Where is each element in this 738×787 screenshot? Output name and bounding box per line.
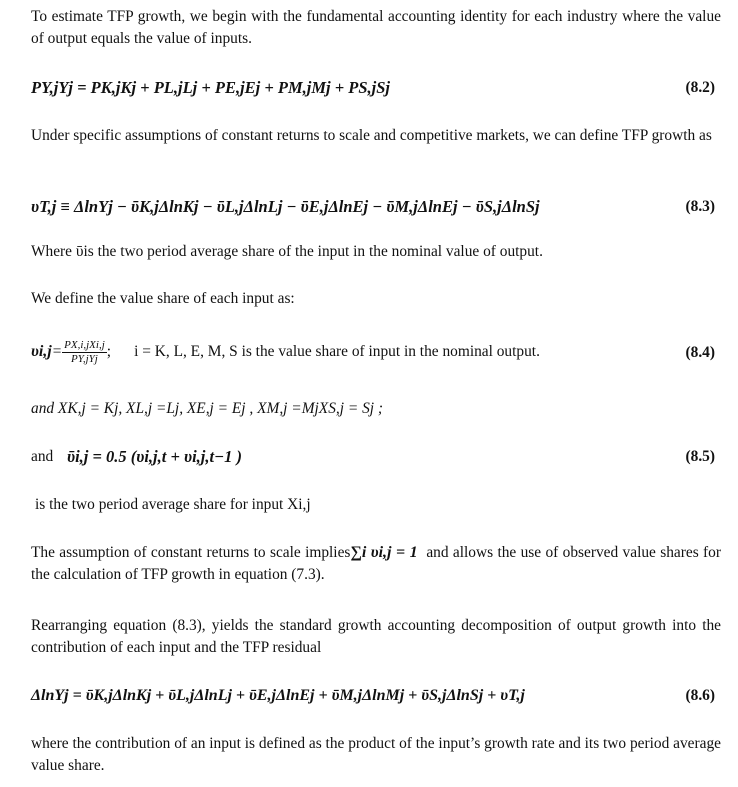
equation-8-4-lhs: υi,j [31,343,52,361]
equation-8-3-number: (8.3) [685,198,715,215]
paragraph-constant-returns-a: The assumption of constant returns to scale implies [31,544,351,561]
line-input-definitions: and XK,j = Kj, XL,j =Lj, XE,j = Ej , XM,j =MjXS,j = Sj ; [31,400,384,417]
paragraph-rearranging: Rearranging equation (8.3), yields the standard growth accounting decomposition of output growth into the contribution of each input and the TFP residual [31,617,721,656]
paragraph-tfp-definition: Under specific assumptions of constant returns to scale and competitive markets, we can define TFP growth as [31,127,712,144]
equation-8-5-prefix: and [31,448,54,465]
equation-8-4-text: ; i = K, L, E, M, S is the value share of input in the nominal output. [106,343,540,361]
equation-8-5-number: (8.5) [685,448,715,465]
equation-8-2 [31,76,721,100]
equation-8-2-number: (8.2) [685,79,715,96]
equation-8-6 [31,684,721,708]
equation-8-4: υi,j= $\frac{\text{PX,i,jXi,j}}{\text{PY,jYj}}$ ; i = K, L, E, M, S is the value share of input in the nominal output. (8.4) [31,339,715,365]
equation-8-3 [31,195,721,219]
equation-8-4-fraction [62,339,107,366]
equation-8-4-number: (8.4) [685,344,715,361]
paragraph-average-share: Where ῡis the two period average share of the input in the nominal value of output. [31,243,543,260]
equation-8-5 [31,445,721,469]
equation-8-2-math: PY,jYj = PK,jKj + PL,jLj + PE,jEj + PM,jMj + PS,jSj [31,78,391,97]
fraction-numerator: PX,i,jXi,j [64,339,105,351]
paragraph-intro: To estimate TFP growth, we begin with the fundamental accounting identity for each industry where the value of output equals the value of inputs. [31,8,721,47]
equation-8-3-math: υT,j ≡ ΔlnYj − ῡK,jΔlnKj − ῡL,jΔlnLj − ῡE,jΔlnEj − ῡM,jΔlnEj − ῡS,jΔlnSj [31,197,540,216]
fraction-denominator: PY,jYj [71,353,98,365]
paragraph-contribution: where the contribution of an input is defined as the product of the input’s growth rate and its two period average value share. [31,735,721,774]
paragraph-value-share-intro: We define the value share of each input as: [31,290,295,307]
paragraph-constant-returns-math: ∑i υi,j = 1 [350,544,418,561]
equation-8-5-math: ῡi,j = 0.5 (υi,j,t + υi,j,t−1 ) [67,447,242,466]
equation-8-6-math: ΔlnYj = ῡK,jΔlnKj + ῡL,jΔlnLj + ῡE,jΔlnEj + ῡM,jΔlnMj + ῡS,jΔlnSj + υT,j [31,687,525,704]
paragraph-constant-returns [31,542,721,586]
paragraph-constant-returns-b: and allows the use of observed value shares for the calculation of TFP growth in equation (7.3). [31,544,721,583]
equation-8-6-number: (8.6) [685,687,715,704]
paragraph-average-share-input: is the two period average share for input Xi,j [35,496,311,513]
